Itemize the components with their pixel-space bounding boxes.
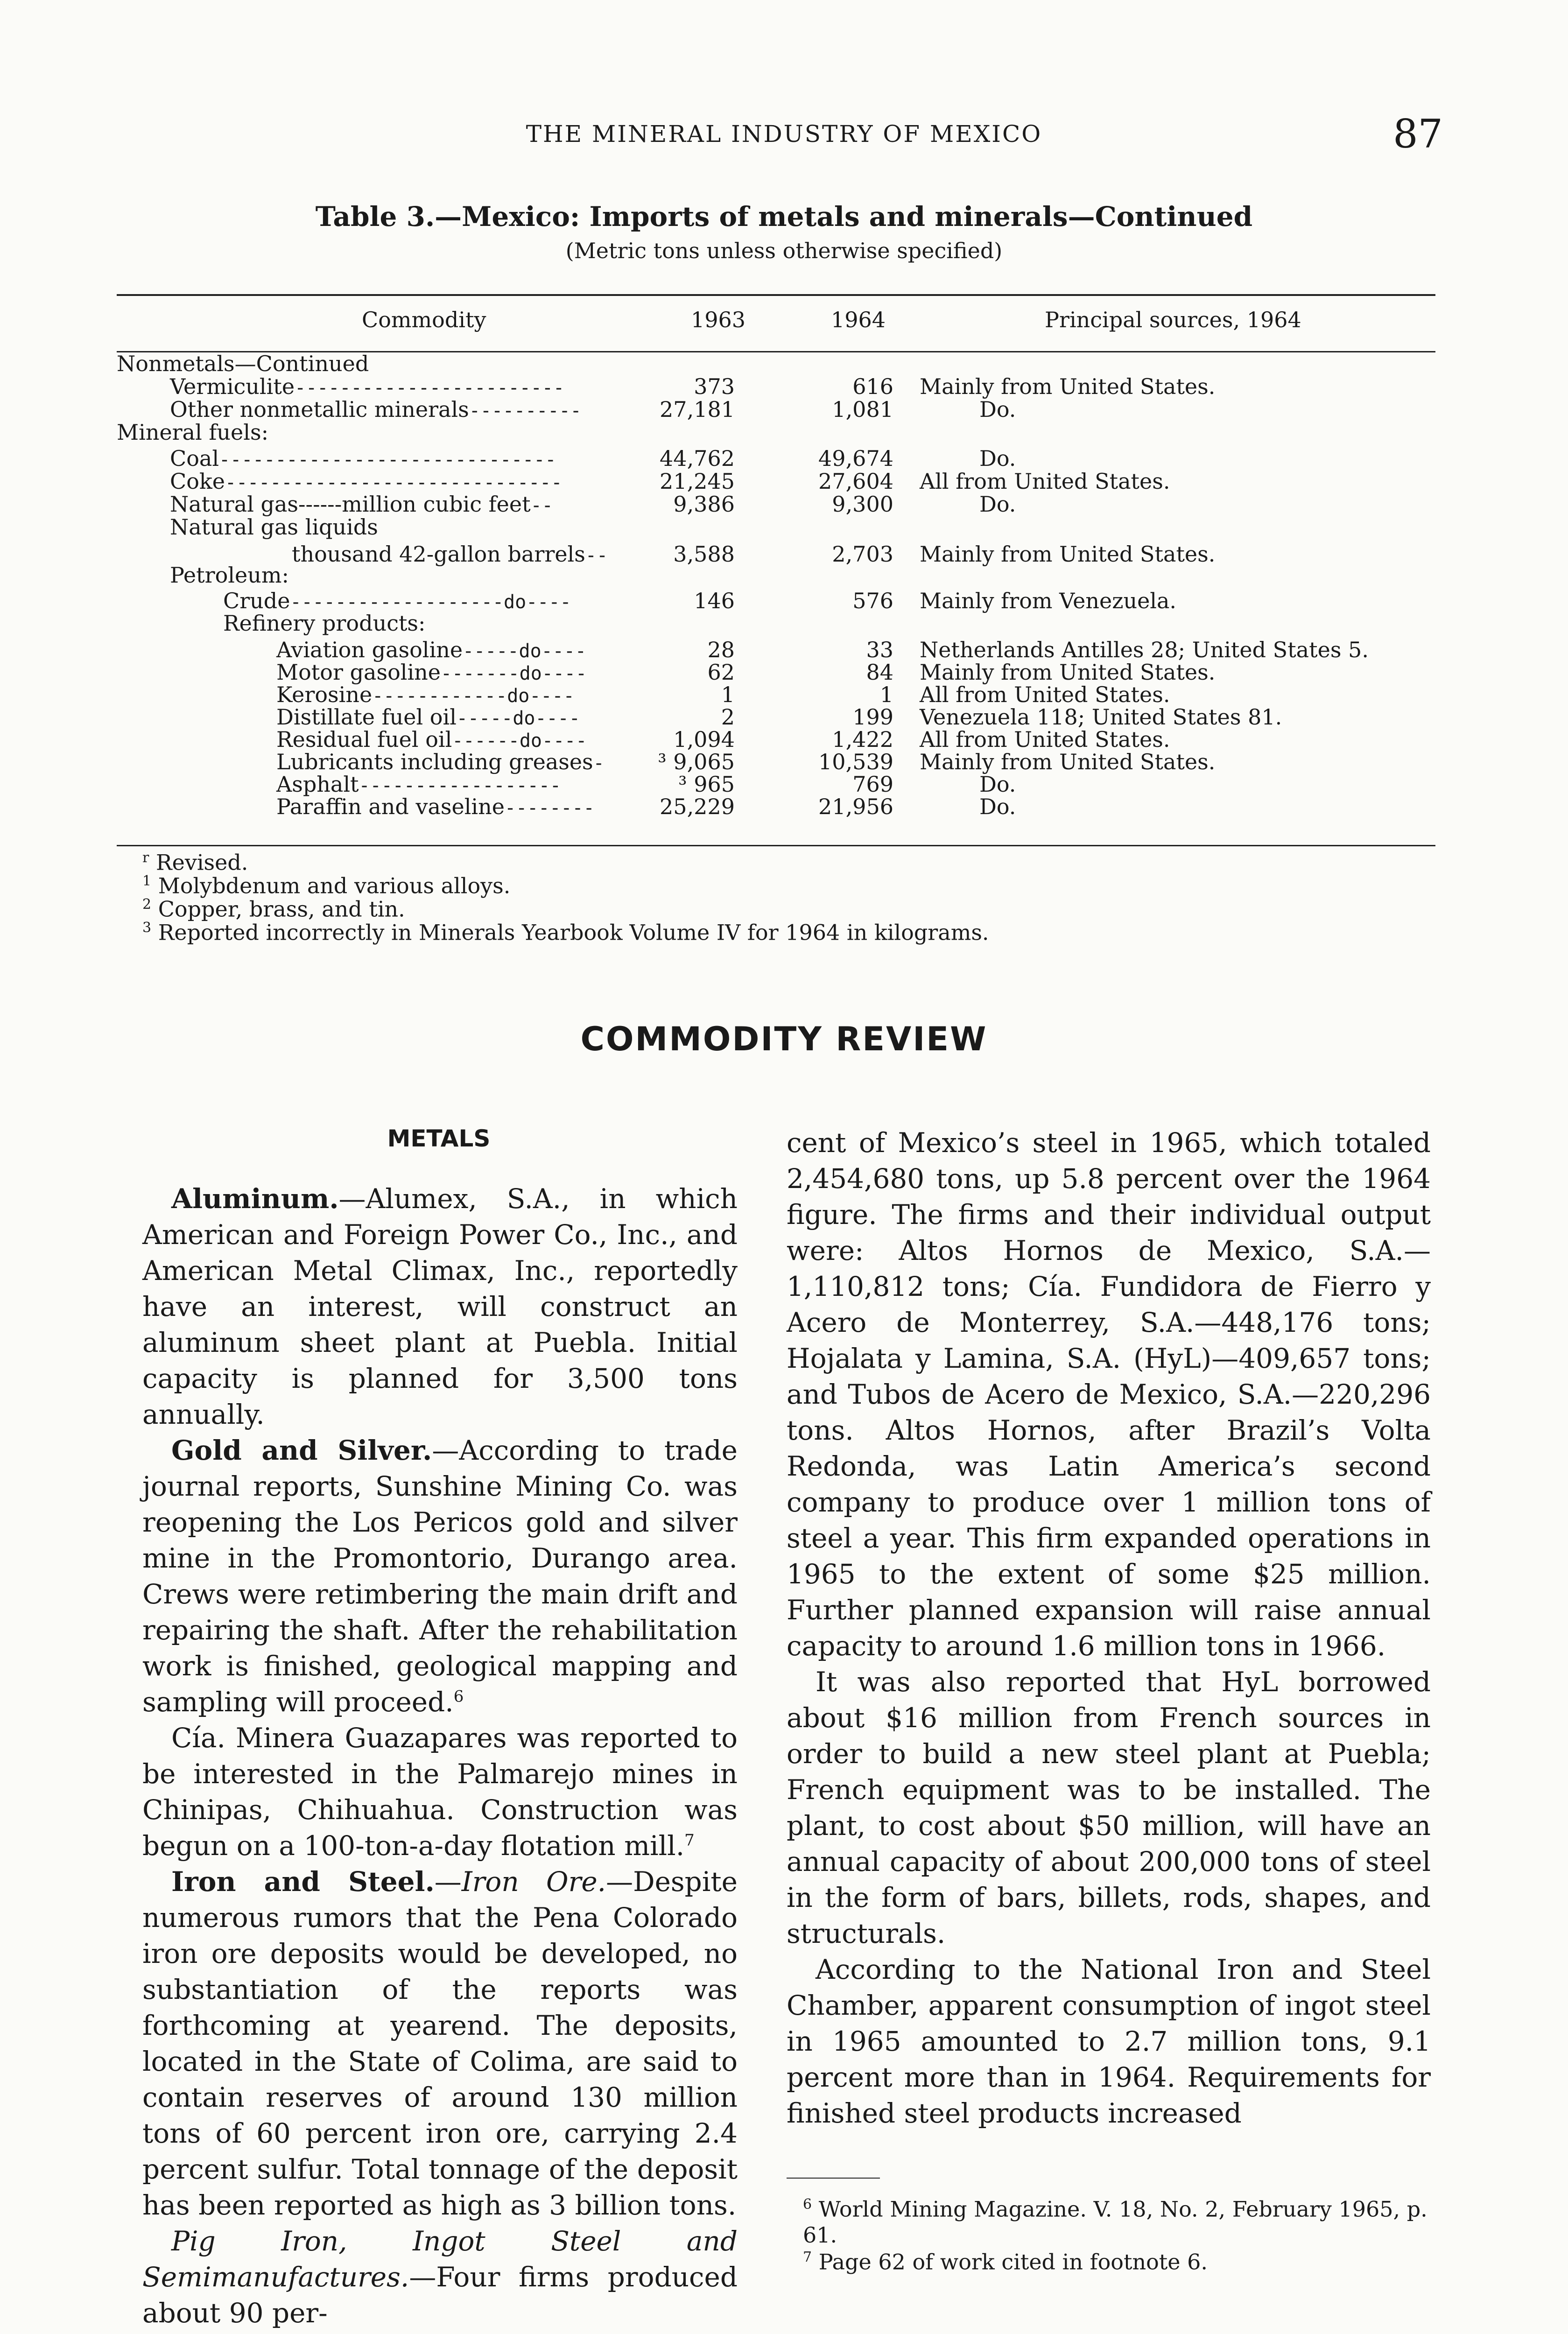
value-1964: 33 xyxy=(866,637,893,662)
footnote-text: World Mining Magazine. V. 18, No. 2, February 1965, p. 61. xyxy=(803,2196,1427,2248)
value-1964: 199 xyxy=(852,704,893,730)
left-column xyxy=(142,1181,738,2331)
footnote-mark: 6 xyxy=(803,2196,812,2213)
commodity-label: Mineral fuels: xyxy=(117,420,269,445)
commodity-label: Nonmetals—Continued xyxy=(117,351,369,376)
page-number: 87 xyxy=(1393,111,1443,157)
table-row xyxy=(0,727,1568,751)
value-1964: 49,674 xyxy=(818,446,893,471)
commodity-name: Crude xyxy=(223,588,290,613)
paragraph-text: —Alumex, S.A., in which American and Foreign Power Co., Inc., and American Metal Climax, Inc., reportedly have an interest, will construct an aluminum sheet plant at Puebla. Initial capacity is planned for 3,500 tons annually. xyxy=(142,1183,738,1430)
value-1963: 62 xyxy=(707,660,735,685)
paragraph-text: —According to trade journal reports, Sunshine Mining Co. was reopening the Los Pericos gold and silver mine in the Promontorio, Durango area. Crews were retimbering the main drift and repairing the shaft. After the rehabilitation work is finished, geological mapping and sampling will proceed. xyxy=(142,1434,738,1718)
leader-dots: ------------------------------ xyxy=(219,449,556,471)
paragraph-text: Cía. Minera Guazapares was reported to be interested in the Palmarejo mines in Chinipas, Chihuahua. Construction was begun on a 100-ton-a-day flotation mill. xyxy=(142,1722,738,1862)
value-1964: 769 xyxy=(852,772,893,797)
table-row xyxy=(0,794,1568,818)
table-row xyxy=(0,588,1568,612)
value-1963: ³ 9,065 xyxy=(658,749,735,774)
commodity-label xyxy=(276,682,575,707)
principal-sources: Do. xyxy=(979,397,1016,422)
commodity-label xyxy=(170,374,564,399)
table-top-rule xyxy=(117,294,1435,296)
commodity-label xyxy=(276,749,605,774)
value-1963: 9,386 xyxy=(673,492,735,517)
commodity-name: Vermiculite xyxy=(170,374,295,399)
footnote-6 xyxy=(803,2192,1431,2248)
leader-dots: -- xyxy=(585,545,608,566)
footnote-rule xyxy=(787,2178,880,2179)
principal-sources: All from United States. xyxy=(920,727,1170,752)
leader-dots: ------------------ xyxy=(359,775,562,796)
value-1963: 3,588 xyxy=(673,541,735,567)
principal-sources: Mainly from United States. xyxy=(920,374,1216,399)
principal-sources: Do. xyxy=(979,492,1016,517)
commodity-name: Coke xyxy=(170,469,225,494)
table-row xyxy=(0,374,1568,398)
paragraph-steel-output: cent of Mexico’s steel in 1965, which totaled 2,454,680 tons, up 5.8 percent over the 1964 figure. The firms and their individual output were: Altos Hornos de Mexico, S.A.—1,110,812 tons; Cía. Fundidora de Fierro y Acero de Monterrey, S.A.—448,176 tons; Hojalata y Lamina, S.A. (HyL)—409,657 tons; and Tubos de Acero de Mexico, S.A.—220,296 tons. Altos Hornos, after Brazil’s Volta Redonda, was Latin America’s second company to produce over 1 million tons of steel a year. This firm expanded operations in 1965 to the extent of some $25 million. Further planned expansion will raise annual capacity to around 1.6 million tons in 1966. xyxy=(787,1127,1431,1662)
leader-dots: -------do---- xyxy=(441,663,587,684)
section-heading: COMMODITY REVIEW xyxy=(580,1020,988,1058)
column-header-1963: 1963 xyxy=(691,307,746,332)
value-1964: 10,539 xyxy=(818,749,893,774)
commodity-label xyxy=(276,772,561,797)
running-header-title: THE MINERAL INDUSTRY OF MEXICO xyxy=(526,120,1042,148)
value-1964: 27,604 xyxy=(818,469,893,494)
footnote-7 xyxy=(803,2244,1431,2275)
leader-dots: -----do---- xyxy=(456,708,580,729)
footnote-ref: 6 xyxy=(453,1687,464,1706)
value-1963: 25,229 xyxy=(660,794,735,819)
principal-sources: All from United States. xyxy=(920,469,1170,494)
leader-dots: ------------------------------ xyxy=(225,472,563,493)
commodity-name: Lubricants including greases xyxy=(276,749,593,774)
table-row xyxy=(0,514,1568,539)
table-row xyxy=(0,772,1568,796)
value-1964: 1,081 xyxy=(832,397,893,422)
leader-dots: - xyxy=(593,752,605,774)
footnote-ref: 7 xyxy=(684,1831,695,1850)
commodity-label: Refinery products: xyxy=(223,611,426,636)
run-in-subhead: Iron Ore. xyxy=(461,1866,606,1898)
footnote-mark: r xyxy=(142,850,149,866)
commodity-label: Natural gas liquids xyxy=(170,514,378,540)
footnote-text: Molybdenum and various alloys. xyxy=(158,873,511,899)
paragraph-aluminum xyxy=(142,1181,738,1433)
commodity-label: Petroleum: xyxy=(170,562,289,588)
commodity-label xyxy=(276,704,580,730)
commodity-label xyxy=(170,469,562,494)
commodity-name: Asphalt xyxy=(276,772,359,797)
value-1964: 9,300 xyxy=(832,492,893,517)
paragraph-iron-steel: Iron and Steel.—Iron Ore.—Despite numerous rumors that the Pena Colorado iron ore deposits would be developed, no substantiation of the reports was forthcoming at yearend. The deposits, located in the State of Colima, are said to contain reserves of around 130 million tons of 60 percent iron ore, carrying 2.4 percent sulfur. Total tonnage of the deposit has been reported as high as 3 billion tons. xyxy=(142,1866,738,2221)
column-header-commodity: Commodity xyxy=(362,307,486,332)
principal-sources: Mainly from United States. xyxy=(920,749,1216,774)
paragraph-text: —Four firms produced about 90 per- xyxy=(142,2261,738,2329)
commodity-name: Natural gas------million cubic feet xyxy=(170,492,531,517)
paragraph-minera xyxy=(142,1720,738,1864)
commodity-name: Distillate fuel oil xyxy=(276,704,457,730)
paragraph-consumption: According to the National Iron and Steel Chamber, apparent consumption of ingot steel in 1965 amounted to 2.7 million tons, 9.1 percent more than in 1964. Requirements for finished steel products increased xyxy=(787,1954,1431,2129)
value-1963: 373 xyxy=(694,374,735,399)
table-row xyxy=(0,611,1568,635)
principal-sources: Mainly from United States. xyxy=(920,660,1216,685)
principal-sources: All from United States. xyxy=(920,682,1170,707)
principal-sources: Do. xyxy=(979,772,1016,797)
value-1963: 2 xyxy=(721,704,735,730)
table-row xyxy=(0,492,1568,516)
paragraph-gold-silver xyxy=(142,1433,738,1720)
table-row xyxy=(0,637,1568,661)
metals-heading: METALS xyxy=(387,1125,491,1152)
table-row xyxy=(0,420,1568,444)
paragraph-text: —Despite numerous rumors that the Pena Colorado iron ore deposits would be developed, no substantiation of the reports was forthcoming at yearend. The deposits, located in the State of Colima, are said to contain reserves of around 130 million tons of 60 percent iron ore, carrying 2.4 percent sulfur. Total tonnage of the deposit has been reported as high as 3 billion tons. xyxy=(142,1866,738,2221)
principal-sources: Venezuela 118; United States 81. xyxy=(920,704,1282,730)
footnote-text: Revised. xyxy=(155,850,248,875)
value-1964: 616 xyxy=(852,374,893,399)
value-1964: 576 xyxy=(852,588,893,613)
leader-dots: -------------------do---- xyxy=(290,591,571,613)
commodity-label xyxy=(170,397,582,422)
table-row xyxy=(0,397,1568,421)
leader-dots: ------------do---- xyxy=(372,685,575,707)
commodity-label xyxy=(170,446,556,471)
table-row xyxy=(0,351,1568,375)
value-1963: 44,762 xyxy=(660,446,735,471)
right-column xyxy=(787,1125,1431,2131)
commodity-name: Coal xyxy=(170,446,219,471)
principal-sources: Do. xyxy=(979,446,1016,471)
leader-dots: ---------- xyxy=(469,400,582,422)
value-1963: 1,094 xyxy=(673,727,735,752)
value-1963: 28 xyxy=(707,637,735,662)
footnote-mark: 2 xyxy=(142,896,152,913)
footnote-text: Reported incorrectly in Minerals Yearbook Volume IV for 1964 in kilograms. xyxy=(158,920,989,945)
footnote-text: Copper, brass, and tin. xyxy=(158,896,405,922)
commodity-name: thousand 42-gallon barrels xyxy=(292,541,585,567)
run-in-head: Aluminum. xyxy=(171,1183,339,1215)
value-1963: 146 xyxy=(694,588,735,613)
leader-dots: -------- xyxy=(505,797,595,819)
footnote-mark: 7 xyxy=(803,2249,812,2265)
commodity-label xyxy=(276,727,587,752)
commodity-name: Motor gasoline xyxy=(276,660,441,685)
table-row xyxy=(0,704,1568,729)
commodity-name: Aviation gasoline xyxy=(276,637,463,662)
commodity-label xyxy=(223,588,571,613)
table-row xyxy=(0,660,1568,684)
value-1963: 21,245 xyxy=(660,469,735,494)
column-header-sources: Principal sources, 1964 xyxy=(1045,307,1301,332)
value-1963: 1 xyxy=(721,682,735,707)
commodity-name: Residual fuel oil xyxy=(276,727,452,752)
value-1963: 27,181 xyxy=(660,397,735,422)
commodity-name: Paraffin and vaseline xyxy=(276,794,505,819)
paragraph-hyl: It was also reported that HyL borrowed about $16 million from French sources in order to build a new steel plant at Puebla; French equipment was to be installed. The plant, to cost about $50 million, will have an annual capacity of about 200,000 tons of steel in the form of bars, billets, rods, shapes, and structurals. xyxy=(787,1666,1431,1949)
leader-dots: ------------------------ xyxy=(295,377,565,399)
value-1964: 21,956 xyxy=(818,794,893,819)
principal-sources: Do. xyxy=(979,794,1016,819)
footnote-text: Page 62 of work cited in footnote 6. xyxy=(818,2249,1208,2275)
table-footnote-3 xyxy=(142,920,989,945)
table-bottom-rule xyxy=(117,845,1435,846)
commodity-label xyxy=(276,794,595,819)
table-footnote-1 xyxy=(142,873,510,898)
table-row xyxy=(0,749,1568,773)
principal-sources: Netherlands Antilles 28; United States 5. xyxy=(920,637,1369,662)
table-footnote-2 xyxy=(142,896,405,921)
table-title: Table 3.—Mexico: Imports of metals and minerals—Continued xyxy=(315,201,1253,232)
table-subtitle: (Metric tons unless otherwise specified) xyxy=(565,238,1003,263)
commodity-name: Other nonmetallic minerals xyxy=(170,397,469,422)
run-in-head: Pig Iron, Ingot Steel and Semimanufactures. xyxy=(142,2225,738,2293)
table-row xyxy=(0,562,1568,587)
paragraph-pig-iron xyxy=(142,2223,738,2331)
value-1964: 84 xyxy=(866,660,893,685)
column-header-1964: 1964 xyxy=(831,307,886,332)
leader-dots: -----do---- xyxy=(463,640,586,662)
value-1964: 1 xyxy=(879,682,893,707)
table-row xyxy=(0,446,1568,470)
value-1964: 1,422 xyxy=(832,727,893,752)
run-in-head: Gold and Silver. xyxy=(171,1434,432,1466)
leader-dots: -- xyxy=(530,495,553,516)
run-in-head: Iron and Steel. xyxy=(171,1866,435,1898)
principal-sources: Mainly from Venezuela. xyxy=(920,588,1177,613)
table-row xyxy=(0,682,1568,706)
commodity-label xyxy=(170,492,553,517)
footnote-mark: 1 xyxy=(142,873,152,889)
principal-sources: Mainly from United States. xyxy=(920,541,1216,567)
value-1963: ³ 965 xyxy=(678,772,735,797)
footnote-mark: 3 xyxy=(142,920,152,936)
commodity-name: Kerosine xyxy=(276,682,373,707)
commodity-label xyxy=(276,660,587,685)
commodity-label xyxy=(276,637,586,662)
table-row xyxy=(0,469,1568,493)
table-footnote-revised xyxy=(142,850,248,875)
leader-dots: ------do---- xyxy=(452,730,587,752)
value-1964: 2,703 xyxy=(832,541,893,567)
